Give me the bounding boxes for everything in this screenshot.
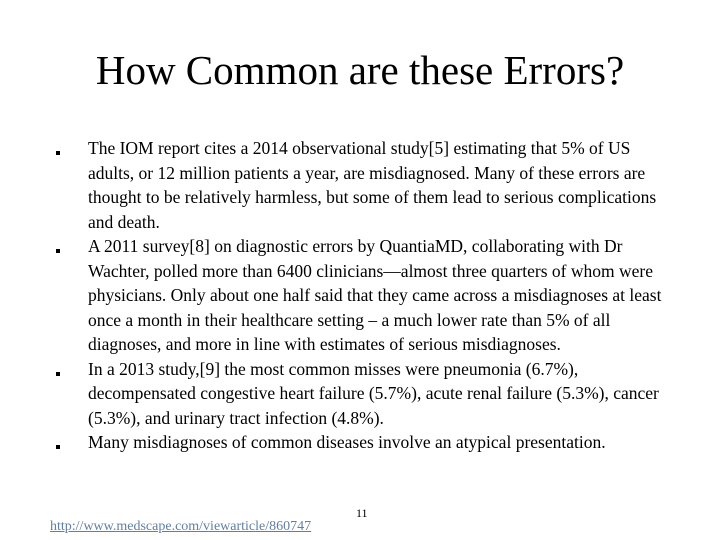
slide-title: How Common are these Errors? — [95, 47, 625, 93]
bullet-text: The IOM report cites a 2014 observational study[5] estimating that 5% of US adults, or 12 million patients a year, are misdiagnosed. Many of these errors are thought to be relatively harmless, but some of them lead to serious complications and death. — [88, 138, 657, 232]
bullet-text: A 2011 survey[8] on diagnostic errors by QuantiaMD, collaborating with Dr Wachter, polled more than 6400 clinicians—almost three quarters of whom were physicians. Only about one half said that they came across a misdiagnoses at least once a month in their healthcare setting – a much lower rate than 5% of all diagnoses, and more in line with estimates of serious misdiagnoses. — [88, 236, 662, 354]
square-bullet-icon — [56, 151, 60, 155]
source-link[interactable]: http://www.medscape.com/viewarticle/860747 — [50, 519, 312, 534]
page-number: 11 — [356, 506, 368, 520]
bullet-item — [56, 357, 676, 431]
bullet-item — [56, 234, 676, 357]
square-bullet-icon — [56, 249, 60, 253]
square-bullet-icon — [56, 445, 60, 449]
bullet-text: In a 2013 study,[9] the most common misses were pneumonia (6.7%), decompensated congestive heart failure (5.7%), acute renal failure (5.3%), cancer (5.3%), and urinary tract infection (4.8%). — [88, 358, 659, 428]
bullet-item — [56, 136, 676, 234]
square-bullet-icon — [56, 372, 60, 376]
bullet-text: Many misdiagnoses of common diseases involve an atypical presentation. — [88, 432, 606, 452]
bullet-item — [56, 430, 676, 455]
bullet-list — [56, 136, 676, 455]
